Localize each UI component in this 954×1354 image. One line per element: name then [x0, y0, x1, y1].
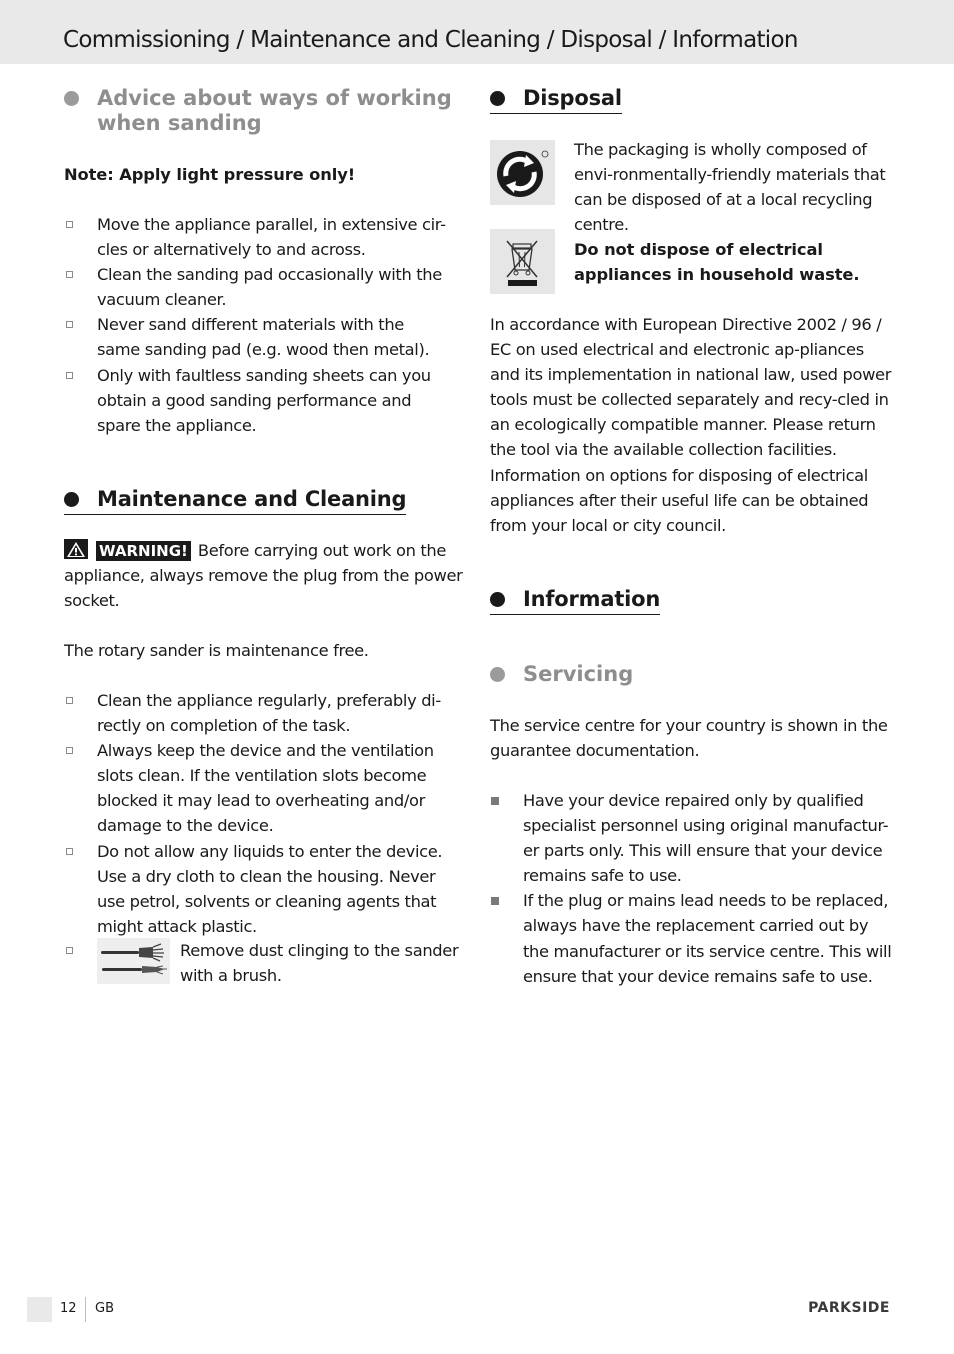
checkbox-square-icon	[66, 372, 73, 379]
section-heading-disposal: Disposal	[490, 86, 622, 114]
maintenance-list	[64, 688, 449, 939]
page-title: Commissioning / Maintenance and Cleaning / Disposal / Information	[63, 27, 798, 53]
servicing-list	[490, 788, 892, 989]
warning-triangle-icon	[64, 539, 88, 559]
square-bullet-icon	[491, 797, 499, 805]
list-item-brush	[64, 938, 464, 990]
section-heading-advice: Advice about ways of working when sanding	[64, 86, 467, 136]
list-item: Have your device repaired only by qualified specialist personnel using original manufactur-er parts only. This will ensure that your device remains safe to use.	[490, 788, 892, 888]
brush-item-text: Remove dust clinging to the sander with a brush.	[180, 941, 459, 986]
warning-paragraph: WARNING! Before carrying out work on the appliance, always remove the plug from the power socket.	[64, 541, 463, 611]
bullet-dot-icon	[490, 91, 505, 106]
footer-marker	[27, 1297, 52, 1322]
checkbox-square-icon	[66, 747, 73, 754]
square-bullet-icon	[491, 897, 499, 905]
packaging-text: The packaging is wholly composed of envi-ronmentally-friendly materials that can be disposed of at a local recycling centre.	[574, 140, 886, 235]
weee-warning-text: Do not dispose of electrical appliances in household waste.	[574, 240, 860, 285]
checkbox-square-icon	[66, 271, 73, 278]
advice-list	[64, 212, 449, 438]
list-item: Never sand different materials with the same sanding pad (e.g. wood then metal).	[64, 312, 449, 362]
servicing-intro: The service centre for your country is shown in the guarantee documentation.	[490, 716, 888, 761]
page-header	[0, 0, 954, 64]
list-item: Clean the appliance regularly, preferably di-rectly on completion of the task.	[64, 688, 449, 738]
list-item: Always keep the device and the ventilation slots clean. If the ventilation slots become blocked it may lead to overheating and/or damage to the device.	[64, 738, 449, 838]
checkbox-square-icon	[66, 848, 73, 855]
warning-label: WARNING!	[96, 541, 191, 561]
footer-divider	[85, 1297, 86, 1322]
checkbox-square-icon	[66, 321, 73, 328]
bullet-dot-icon	[490, 592, 505, 607]
list-item: If the plug or mains lead needs to be replaced, always have the replacement carried out by the manufacturer or its service centre. This will ensure that your device remains safe to use.	[490, 888, 892, 988]
page-number: 12	[60, 1301, 77, 1316]
note-text: Note: Apply light pressure only!	[64, 165, 356, 184]
list-item: Move the appliance parallel, in extensive cir-cles or alternatively to and across.	[64, 212, 449, 262]
section-heading-maintenance: Maintenance and Cleaning	[64, 487, 406, 515]
list-item: Clean the sanding pad occasionally with the vacuum cleaner.	[64, 262, 449, 312]
directive-text: In accordance with European Directive 2002 / 96 / EC on used electrical and electronic ap-pliances and its implementation in national law, used power tools must be collected separately and recy-cled in an ecologically compatible manner. Please return the tool via the available collection facilities. Information on options for disposing of electrical appliances after their useful life can be obtained from your local or city council.	[490, 315, 892, 535]
brush-icon	[97, 938, 170, 984]
recycling-green-dot-icon	[490, 140, 555, 205]
checkbox-square-icon	[66, 697, 73, 704]
section-heading-information: Information	[490, 587, 660, 615]
checkbox-square-icon	[66, 947, 73, 954]
language-code: GB	[95, 1301, 114, 1316]
brand-logo: PARKSIDE	[808, 1300, 890, 1316]
list-item: Only with faultless sanding sheets can you obtain a good sanding performance and spare the appliance.	[64, 363, 449, 438]
bullet-dot-icon	[64, 492, 79, 507]
crossed-bin-icon	[490, 229, 555, 294]
maintenance-free-text: The rotary sander is maintenance free.	[64, 641, 369, 660]
checkbox-square-icon	[66, 221, 73, 228]
bullet-dot-icon	[490, 667, 505, 682]
section-heading-servicing: Servicing	[490, 662, 633, 687]
list-item: Do not allow any liquids to enter the device. Use a dry cloth to clean the housing. Never use petrol, solvents or cleaning agents that might attack plastic.	[64, 839, 449, 939]
bullet-dot-icon	[64, 91, 79, 106]
